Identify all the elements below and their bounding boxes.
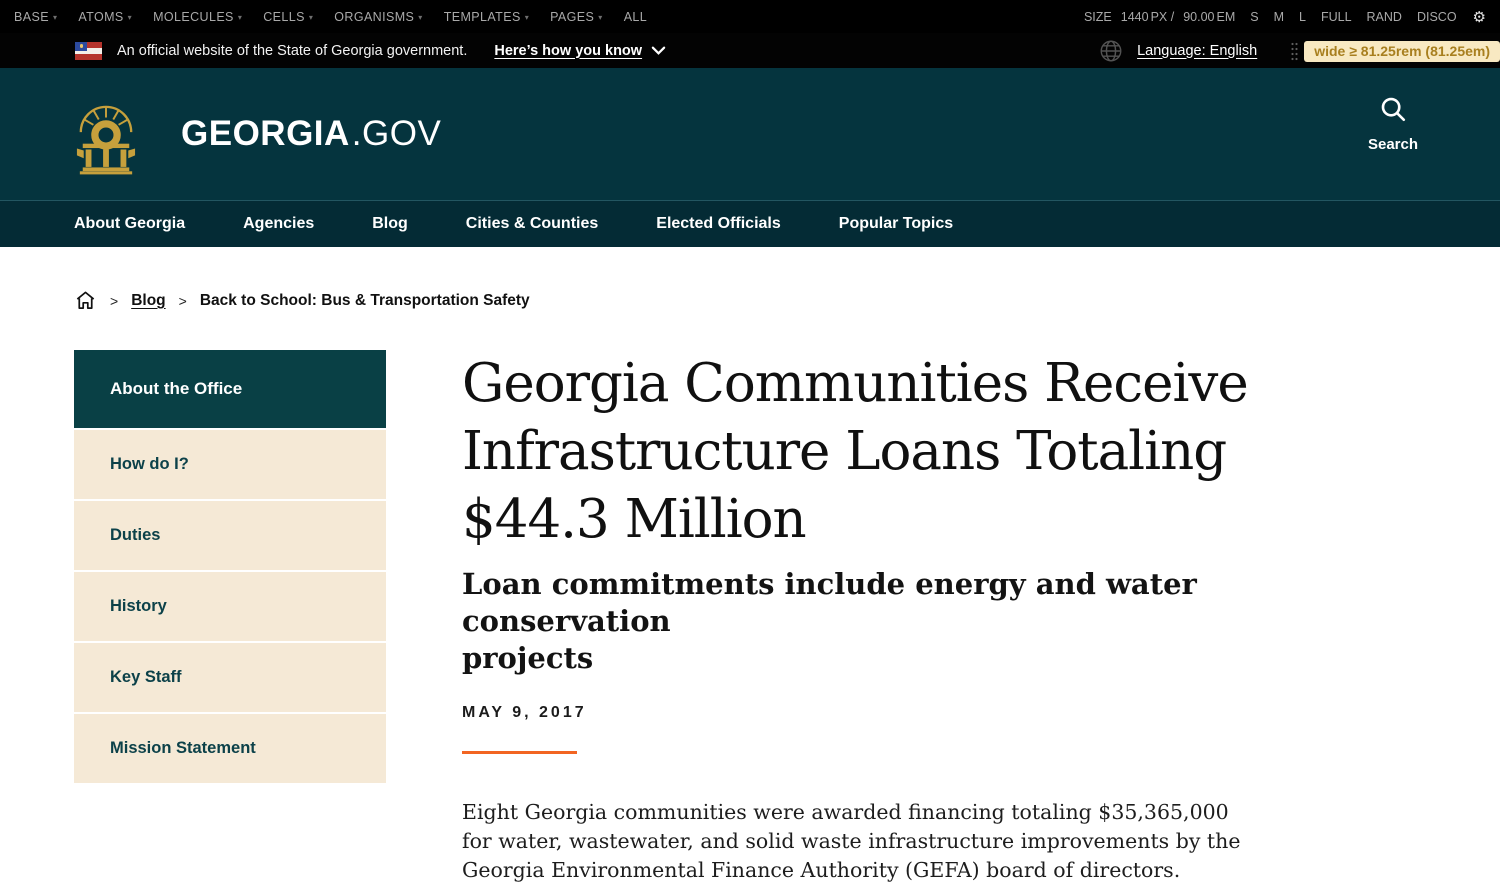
home-icon[interactable] — [74, 289, 97, 312]
viewport-resize-handle[interactable] — [1290, 40, 1299, 62]
main-nav — [0, 200, 1500, 247]
search-button[interactable] — [1358, 94, 1428, 153]
breadcrumb-separator: > — [110, 292, 119, 309]
patternlab-tab-organisms[interactable] — [334, 10, 422, 24]
search-label: Search — [1367, 136, 1419, 153]
accent-rule — [462, 751, 577, 754]
breadcrumb-current: Back to School: Bus & Transportation Safety — [199, 291, 530, 309]
how-you-know-label: Here’s how you know — [494, 42, 643, 59]
site-header — [0, 68, 1500, 200]
site-title[interactable] — [181, 114, 441, 154]
sidebar-item-history[interactable]: History — [74, 572, 386, 641]
nav-about-georgia[interactable]: About Georgia — [74, 215, 186, 232]
site-title-secondary: .GOV — [351, 114, 442, 153]
patternlab-toolbar — [0, 0, 1500, 33]
breadcrumb-separator: > — [178, 292, 187, 309]
tab-label: BASE — [14, 9, 49, 24]
article-body-line: Eight Georgia communities were awarded financing totaling $35,365,000 — [462, 800, 1229, 824]
breadcrumb-blog-link[interactable]: Blog — [131, 291, 166, 309]
caret-down-icon: ▾ — [237, 12, 243, 22]
official-banner-text: An official website of the State of Georgia government. — [117, 42, 468, 59]
language-selector[interactable]: Language: English — [1137, 42, 1258, 59]
caret-down-icon: ▾ — [127, 12, 133, 22]
viewport-medium-button[interactable]: M — [1273, 9, 1284, 24]
viewport-random-button[interactable]: RAND — [1366, 9, 1402, 24]
sidebar-item-duties[interactable]: Duties — [74, 501, 386, 570]
nav-blog[interactable]: Blog — [372, 215, 408, 232]
caret-down-icon: ▾ — [418, 12, 423, 22]
viewport-small-button[interactable]: S — [1250, 9, 1259, 24]
nav-elected-officials[interactable]: Elected Officials — [656, 215, 781, 232]
patternlab-tab-templates[interactable] — [444, 10, 529, 24]
caret-down-icon: ▾ — [598, 12, 603, 22]
size-em-unit: EM — [1216, 9, 1236, 24]
page-title — [462, 350, 1367, 554]
page-title-line: $44.3 Million — [462, 489, 806, 550]
sidebar-item-about-the-office[interactable]: About the Office — [74, 350, 386, 428]
page-title-line: Infrastructure Loans Totaling — [462, 421, 1227, 482]
patternlab-tab-all[interactable] — [624, 10, 647, 24]
breadcrumb — [74, 289, 1500, 312]
site-title-primary: GEORGIA — [181, 114, 350, 153]
nav-popular-topics[interactable]: Popular Topics — [838, 215, 954, 232]
georgia-arch-logo-icon[interactable] — [75, 92, 137, 176]
caret-down-icon: ▾ — [524, 12, 530, 22]
article-date: MAY 9, 2017 — [462, 704, 587, 721]
size-label: SIZE — [1083, 9, 1112, 24]
search-icon — [1378, 94, 1408, 124]
article-subtitle-line: projects — [462, 641, 594, 675]
sidebar-menu — [74, 350, 386, 783]
patternlab-size-controls — [1084, 8, 1486, 26]
article-body-line: for water, wastewater, and solid waste infrastructure improvements by the — [462, 829, 1241, 853]
globe-icon — [1098, 38, 1124, 64]
georgia-flag-icon — [75, 42, 102, 60]
caret-down-icon: ▾ — [308, 12, 314, 22]
article-subtitle-line: Loan commitments include energy and water conservation — [462, 567, 1197, 638]
size-em-input[interactable]: 90.00 — [1183, 9, 1215, 24]
tab-label: ORGANISMS — [334, 9, 415, 24]
chevron-down-icon — [651, 46, 666, 56]
sidebar-item-mission-statement[interactable]: Mission Statement — [74, 714, 386, 783]
article-subtitle — [462, 566, 1367, 677]
tab-label: TEMPLATES — [443, 9, 521, 24]
patternlab-tab-molecules[interactable] — [153, 10, 242, 24]
gear-icon[interactable]: ⚙ — [1472, 7, 1486, 26]
tab-label: MOLECULES — [153, 9, 234, 24]
tab-label: PAGES — [550, 9, 595, 24]
how-you-know-link[interactable] — [494, 43, 666, 59]
tab-label: ALL — [623, 9, 648, 24]
tab-label: ATOMS — [78, 9, 124, 24]
page-title-line: Georgia Communities Receive — [462, 353, 1248, 414]
nav-agencies[interactable]: Agencies — [243, 215, 315, 232]
size-px-unit: PX / — [1150, 9, 1175, 24]
size-px-input[interactable]: 1440 — [1120, 9, 1149, 24]
viewport-large-button[interactable]: L — [1299, 9, 1306, 24]
article-body-line: Georgia Environmental Finance Authority (GEFA) board of directors. — [462, 858, 1181, 882]
patternlab-tab-cells[interactable] — [263, 10, 313, 24]
banner-right — [1098, 38, 1500, 64]
official-banner — [0, 33, 1500, 68]
viewport-disco-button[interactable]: DISCO — [1416, 9, 1457, 24]
article-body — [462, 798, 1367, 885]
content — [74, 350, 1500, 885]
article — [462, 350, 1367, 885]
caret-down-icon: ▾ — [52, 12, 58, 22]
tab-label: CELLS — [263, 9, 305, 24]
patternlab-nav — [14, 10, 647, 24]
patternlab-tab-base[interactable] — [14, 10, 57, 24]
sidebar-item-how-do-i[interactable]: How do I? — [74, 430, 386, 499]
viewport-full-button[interactable]: FULL — [1320, 9, 1352, 24]
viewport-width-badge: wide ≥ 81.25rem (81.25em) — [1304, 41, 1500, 62]
patternlab-tab-pages[interactable] — [550, 10, 603, 24]
patternlab-tab-atoms[interactable] — [78, 10, 132, 24]
nav-cities-counties[interactable]: Cities & Counties — [465, 215, 599, 232]
sidebar-item-key-staff[interactable]: Key Staff — [74, 643, 386, 712]
